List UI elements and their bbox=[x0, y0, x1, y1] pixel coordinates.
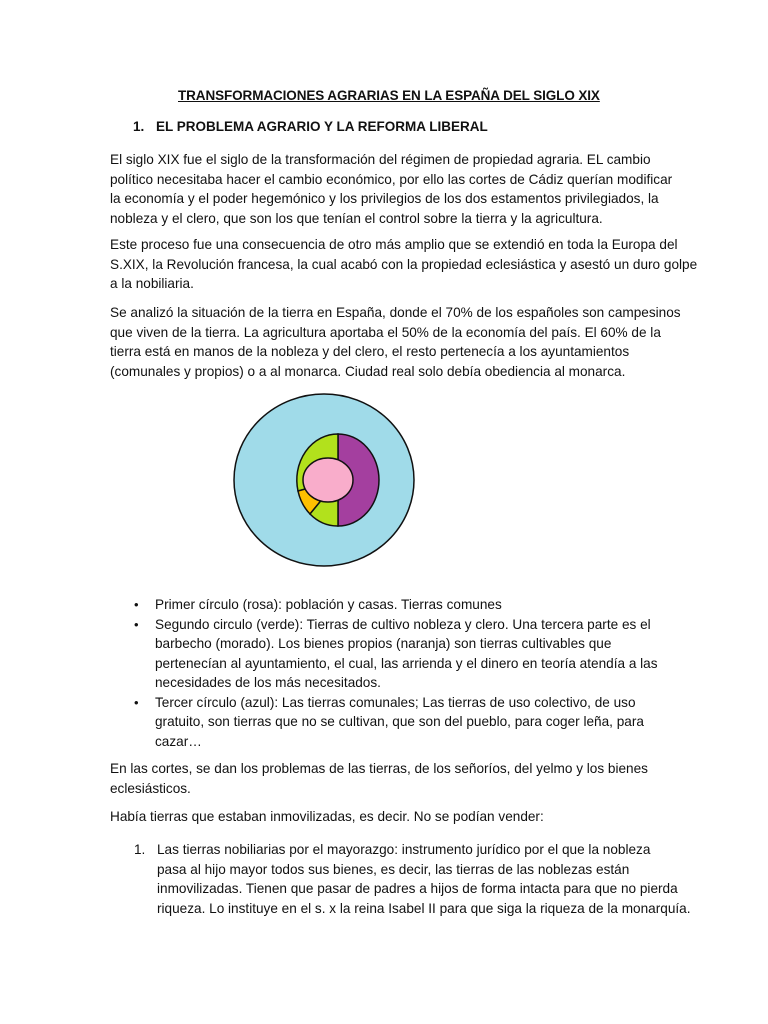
concentric-land-circles-diagram bbox=[228, 392, 420, 572]
list-item-line: pertenecían al ayuntamiento, el cual, las arrienda y el dinero en teoría atendía a las bbox=[155, 655, 658, 671]
paragraph-line: tierra está en manos de la nobleza y del clero, el resto pertenecía a los ayuntamientos bbox=[110, 344, 630, 359]
list-item-line: Las tierras nobiliarias por el mayorazgo: instrumento jurídico por el que la nobleza bbox=[157, 842, 651, 857]
paragraph-line: El siglo XIX fue el siglo de la transformación del régimen de propiedad agraria. EL cambio bbox=[110, 152, 651, 167]
paragraph-2 bbox=[110, 235, 698, 294]
inner-circle-pink bbox=[303, 458, 353, 502]
list-item bbox=[134, 615, 658, 693]
document-title: TRANSFORMACIONES AGRARIAS EN LA ESPAÑA DEL SIGLO XIX bbox=[178, 88, 600, 103]
paragraph-line: Se analizó la situación de la tierra en España, donde el 70% de los españoles son campesinos bbox=[110, 305, 681, 320]
ordered-list bbox=[134, 840, 691, 918]
list-item-line: barbecho (morado). Los bienes propios (naranja) son tierras cultivables que bbox=[155, 636, 612, 651]
paragraph-line: Había tierras que estaban inmovilizadas, es decir. No se podían vender: bbox=[110, 809, 544, 824]
bullet-dot: • bbox=[134, 694, 139, 710]
paragraph-line: la economía y el poder hegemónico y los privilegios de los dos estamentos privilegiados, la bbox=[110, 191, 659, 206]
paragraph-line: a la nobiliaria. bbox=[110, 276, 194, 291]
paragraph-line: En las cortes, se dan los problemas de las tierras, de los señoríos, del yelmo y los bienes bbox=[110, 761, 648, 776]
paragraph-line: político necesitaba hacer el cambio económico, por ello las cortes de Cádiz querían modificar bbox=[110, 171, 673, 187]
list-item-line: Tercer círculo (azul): Las tierras comunales; Las tierras de uso colectivo, de uso bbox=[155, 694, 636, 710]
list-item bbox=[134, 595, 658, 615]
paragraph-line: eclesiásticos. bbox=[110, 780, 191, 796]
bullet-list bbox=[134, 595, 658, 751]
bullet-dot: • bbox=[134, 597, 139, 612]
list-item-number: 1. bbox=[134, 842, 146, 857]
list-item bbox=[134, 840, 691, 918]
paragraph-5 bbox=[110, 807, 670, 827]
paragraph-line: nobleza y el clero, que son los que tenían el control sobre la tierra y la agricultura. bbox=[110, 210, 603, 226]
paragraph-3 bbox=[110, 303, 681, 381]
paragraph-line: (comunales y propios) o a al monarca. Ciudad real solo debía obediencia al monarca. bbox=[110, 363, 626, 379]
list-item-line: riqueza. Lo instituye en el s. x la reina Isabel II para que siga la riqueza de la monarquía. bbox=[157, 900, 691, 916]
list-item-line: pasa al hijo mayor todos sus bienes, es decir, las tierras de las noblezas están bbox=[157, 861, 630, 877]
section-heading bbox=[133, 119, 488, 134]
section-number: 1. bbox=[133, 119, 145, 134]
list-item-line: necesidades de los más necesitados. bbox=[155, 675, 381, 690]
paragraph-line: que viven de la tierra. La agricultura aportaba el 50% de la economía del país. El 60% de la bbox=[110, 324, 661, 340]
list-item-line: Primer círculo (rosa): población y casas. Tierras comunes bbox=[155, 597, 502, 612]
list-item-line: Segundo circulo (verde): Tierras de cultivo nobleza y clero. Una tercera parte es el bbox=[155, 616, 651, 632]
paragraph-line: Este proceso fue una consecuencia de otro más amplio que se extendió en toda la Europa del bbox=[110, 237, 678, 252]
list-item-line: gratuito, son tierras que no se cultivan, que son del pueblo, para coger leña, para bbox=[155, 714, 644, 729]
paragraph-line: S.XIX, la Revolución francesa, la cual acabó con la propiedad eclesiástica y asestó un duro golpe bbox=[110, 256, 698, 272]
list-item-line: inmovilizadas. Tienen que pasar de padres a hijos de forma intacta para que no pierda bbox=[157, 881, 678, 896]
list-item bbox=[134, 693, 658, 752]
paragraph-4 bbox=[110, 759, 670, 798]
paragraph-1 bbox=[110, 150, 673, 228]
bullet-dot: • bbox=[134, 616, 139, 632]
section-heading-text: EL PROBLEMA AGRARIO Y LA REFORMA LIBERAL bbox=[156, 119, 488, 134]
list-item-line: cazar… bbox=[155, 733, 202, 749]
